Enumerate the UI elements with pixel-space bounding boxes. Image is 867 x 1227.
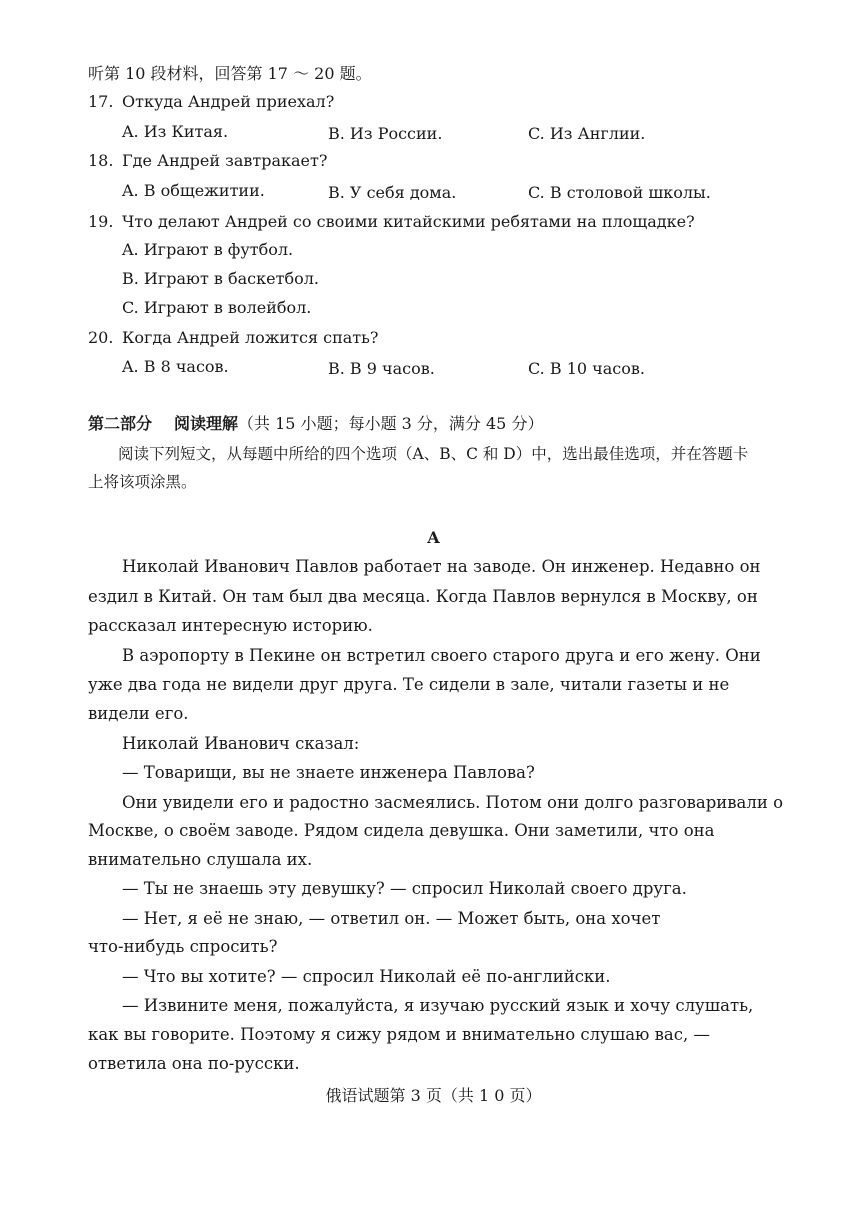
passage-line-15: — Что вы хотите? — спросил Николай её по-английски. — [122, 967, 611, 986]
passage-line-5: уже два года не видели друг друга. Те сидели в зале, читали газеты и не — [88, 675, 730, 694]
question-17-option-b: B. Из России. — [328, 124, 443, 143]
listening-intro: 听第 10 段材料，回答第 17 ～ 20 题。 — [88, 64, 372, 83]
passage-line-16: — Извините меня, пожалуйста, я изучаю русский язык и хочу слушать, — [122, 996, 754, 1015]
passage-line-2: ездил в Китай. Он там был два месяца. Когда Павлов вернулся в Москву, он — [88, 587, 758, 606]
passage-line-14: что-нибудь спросить? — [88, 937, 278, 956]
passage-line-17: как вы говорите. Поэтому я сижу рядом и внимательно слушаю вас, — — [88, 1025, 711, 1044]
question-18-option-c: C. В столовой школы. — [528, 183, 711, 202]
question-17-number: 17. — [88, 92, 114, 111]
passage-line-1: Николай Иванович Павлов работает на заводе. Он инженер. Недавно он — [122, 557, 761, 576]
section-2-instructions-line2: 上将该项涂黑。 — [88, 473, 197, 491]
passage-line-9: Они увидели его и радостно засмеялись. Потом они долго разговаривали о — [122, 793, 784, 812]
question-17-option-c: C. Из Англии. — [528, 124, 646, 143]
passage-line-3: рассказал интересную историю. — [88, 616, 373, 635]
question-18-text: Где Андрей завтракает? — [122, 151, 328, 170]
question-19-option-c: C. Играют в волейбол. — [122, 298, 312, 317]
passage-line-7: Николай Иванович сказал: — [122, 734, 360, 753]
question-18-option-b: B. У себя дома. — [328, 183, 457, 202]
question-19-option-a: A. Играют в футбол. — [122, 240, 294, 259]
section-2-header — [88, 414, 543, 434]
question-20-option-c: C. В 10 часов. — [528, 359, 645, 378]
passage-line-18: ответила она по-русски. — [88, 1054, 300, 1073]
page-footer: 俄语试题第 3 页（共 1 0 页） — [325, 1086, 542, 1105]
passage-heading: A — [427, 528, 440, 547]
question-19-text: Что делают Андрей со своими китайскими ребятами на площадке? — [122, 212, 695, 231]
question-20-number: 20. — [88, 328, 114, 347]
question-18-number: 18. — [88, 151, 114, 170]
passage-line-8: — Товарищи, вы не знаете инженера Павлова? — [122, 763, 535, 782]
question-18-option-a: A. В общежитии. — [122, 181, 265, 200]
section-2-instructions-line1: 阅读下列短文，从每题中所给的四个选项（A、B、C 和 D）中，选出最佳选项，并在答题卡 — [118, 445, 749, 463]
passage-line-10: Москве, о своём заводе. Рядом сидела девушка. Они заметили, что она — [88, 821, 715, 840]
question-17-option-a: A. Из Китая. — [122, 122, 229, 141]
section-2-info: （共 15 小题；每小题 3 分，满分 45 分） — [238, 414, 544, 433]
question-17-text: Откуда Андрей приехал? — [122, 92, 335, 111]
passage-line-4: В аэропорту в Пекине он встретил своего старого друга и его жену. Они — [122, 646, 761, 665]
section-2-title: 第二部分 — [88, 414, 153, 433]
question-19-option-b: B. Играют в баскетбол. — [122, 269, 319, 288]
passage-line-11: внимательно слушала их. — [88, 850, 313, 869]
section-2-name: 阅读理解 — [174, 414, 239, 433]
passage-line-13: — Нет, я её не знаю, — ответил он. — Может быть, она хочет — [122, 909, 661, 928]
passage-line-6: видели его. — [88, 704, 189, 723]
passage-line-12: — Ты не знаешь эту девушку? — спросил Николай своего друга. — [122, 879, 687, 898]
question-20-option-a: A. В 8 часов. — [122, 357, 229, 376]
question-20-text: Когда Андрей ложится спать? — [122, 328, 379, 347]
question-19-number: 19. — [88, 212, 114, 231]
question-20-option-b: B. В 9 часов. — [328, 359, 435, 378]
